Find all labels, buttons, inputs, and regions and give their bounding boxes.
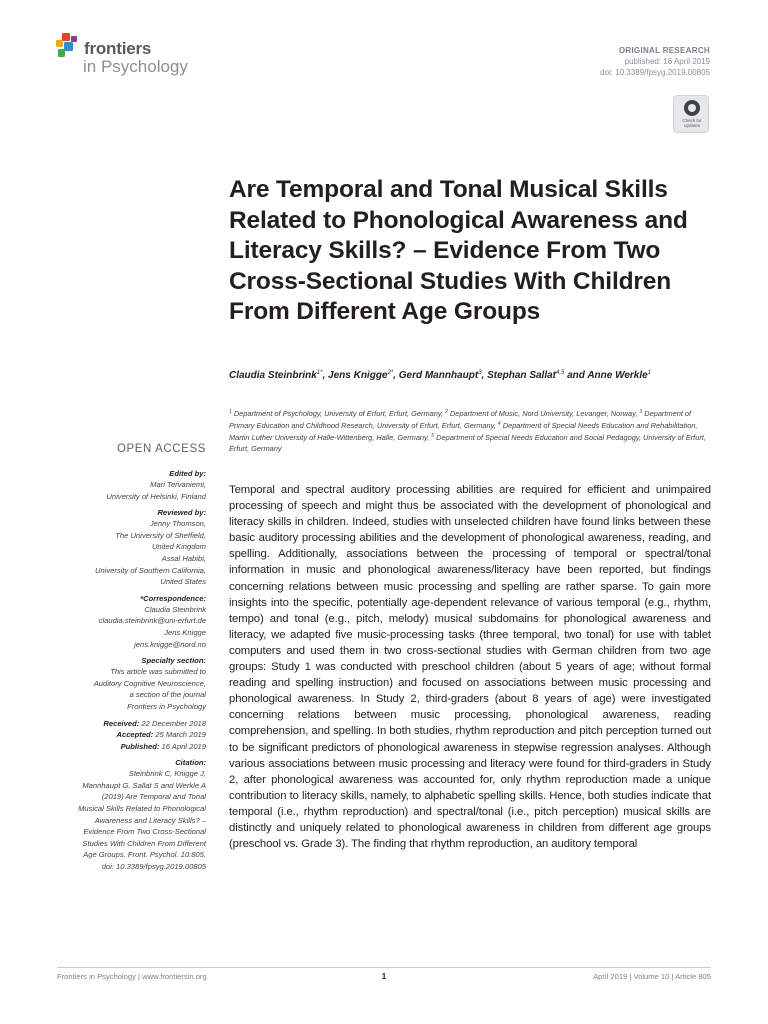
page-number: 1 (381, 972, 387, 981)
correspondence-line[interactable]: jens.knigge@nord.no (134, 639, 206, 649)
specialty-line: Frontiers in Psychology (127, 701, 206, 711)
specialty-heading: Specialty section: (141, 656, 206, 666)
published-date-sidebar: Published: 16 April 2019 (120, 741, 206, 751)
citation-line: Evidence From Two Cross-Sectional (83, 827, 206, 837)
correspondence-line: Claudia Steinbrink (144, 604, 206, 614)
editor-line: Mari Tervaniemi, (150, 480, 206, 489)
citation-line: Age Groups. Front. Psychol. 10:805. (83, 850, 206, 860)
affiliation-text: Department of Psychology, University of Erfurt, Erfurt, Germany, (231, 409, 446, 418)
reviewer-info (40, 518, 206, 588)
affiliation-marker: 4 (497, 420, 501, 427)
author-affiliation-marker: 4,5 (556, 370, 565, 376)
affiliation-text: Department of Primary Education and Childhood Research, University of Erfurt, Erfurt, Germany, (229, 409, 692, 430)
logo-square (64, 42, 73, 51)
editor-line: University of Helsinki, Finland (106, 491, 206, 501)
published-date: published: 16 April 2019 (624, 57, 710, 66)
correspondence-line[interactable]: claudia.steinbrink@uni-erfurt.de (98, 616, 206, 626)
author-name[interactable]: Jens Knigge (328, 370, 388, 381)
citation-line: Steinbrink C, Knigge J, (128, 769, 206, 779)
author-affiliation-marker: 1* (316, 370, 323, 376)
reviewer-line: United Kingdom (151, 542, 206, 552)
specialty-info (40, 666, 206, 712)
reviewer-line: University of Southern California, (94, 565, 206, 575)
author-affiliation-marker: 1 (647, 370, 652, 376)
correspondence-heading: *Correspondence: (140, 593, 206, 603)
citation-text (40, 768, 206, 872)
article-type: ORIGINAL RESEARCH (618, 46, 710, 55)
specialty-line: This article was submitted to (110, 667, 206, 677)
affiliation-text: Department of Special Needs Education and Social Pedagogy, University of Erfurt, Erfurt, Germany (229, 432, 706, 454)
journal-logo[interactable] (56, 33, 216, 81)
correspondence-line: Jens Knigge (164, 627, 206, 637)
author-list: Claudia Steinbrink$^{1*}$, Jens Knigge$^{2*}$, Gerd Mannhaupt$^3$, Stephan Sallat$^{4,5}$ and Anne Werkle$^1$ (229, 370, 652, 381)
affiliation-marker: 3 (639, 409, 643, 415)
author-name[interactable]: Anne Werkle (587, 370, 648, 381)
author-name[interactable]: Stephan Sallat (487, 370, 556, 381)
author-affiliation-marker: 2* (387, 370, 394, 376)
affiliation-marker: 2 (445, 409, 448, 415)
reviewer-line: United States (160, 577, 206, 587)
reviewed-by-heading: Reviewed by: (157, 508, 206, 518)
check-updates-icon (684, 100, 700, 116)
open-access-label: OPEN ACCESS (116, 443, 206, 455)
affiliation-marker: 5 (431, 432, 435, 439)
logo-square (62, 33, 70, 41)
logo-square (58, 49, 65, 57)
footer-divider (57, 967, 711, 968)
citation-line: (2019) Are Temporal and Tonal (101, 792, 206, 802)
citation-line: doi: 10.3389/fpsyg.2019.00805 (101, 862, 206, 872)
editor-info (40, 479, 206, 502)
citation-line: Musical Skills Related to Phonological (78, 804, 206, 814)
citation-line: Studies With Children From Different (82, 838, 206, 848)
specialty-line: Auditory Cognitive Neuroscience, (93, 678, 206, 688)
logo-square (56, 40, 63, 47)
article-info-sidebar (40, 468, 206, 873)
frontiers-logo-icon (56, 33, 80, 59)
footer-journal-link[interactable]: Frontiers in Psychology | www.frontiersin.org (57, 972, 207, 981)
correspondence-info (40, 604, 206, 650)
affiliation-text: Department of Special Needs Education and Rehabilitation, Martin Luther University of Halle-Wittenberg, Halle, Germany, (229, 420, 698, 442)
check-for-updates-button[interactable] (673, 95, 709, 133)
abstract-text: Temporal and spectral auditory processing abilities are required for efficient and unimpaired processing of speech and might thus be associated with the development of phonological and literacy skills in children. Indeed, studies with unselected children have found links between these basic auditory processing abilities and the development of phonological awareness, reading, and spelling. Additionally, associations between the processing of temporal or spectral/tonal information in music and phonological awareness/literacy have been reported, but findings concerning relations between music processing and spelling are rather sparse. To gain more insights into the specific, potentially age-dependent relevance of various temporal (e.g., rhythm, tempo) and tonal (e.g., pitch, melody) musical subdomains for phonological awareness and literacy, we adapted five music-processing tasks (three temporal, two tonal) for use with tablet computers and used them in two cross-sectional studies with German children from two age groups: Study 1 was conducted with preschool children (about 5 years of age; without formal reading and spelling instruction) and focused on associations between music processing and phonological awareness. In Study 2, third-graders (about 8 years of age) were investigated concerning relations between music processing, phonological awareness, reading comprehension, and spelling. In both studies, rhythm reproduction and pitch perception turned out to be significant predictors of phonological awareness in stepwise regression analyses. Although various associations between music processing and literacy were found for third-graders in Study 2, after phonological awareness was accounted for, only rhythm reproduction made a unique contribution to literacy skills, namely, to alphabetic spelling skills. Hence, both studies indicate that temporal (i.e., rhythm reproduction) and spectral/tonal (i.e., pitch perception) musical skills are distinctly and uniquely related to phonological awareness in children from different age groups (preschool vs. Grade 3). The finding that rhythm reproduction, an auditory temporal (229, 484, 711, 851)
specialty-line: a section of the journal (129, 690, 206, 700)
journal-brand: frontiers (84, 39, 152, 58)
doi-link[interactable]: doi: 10.3389/fpsyg.2019.00805 (600, 68, 710, 77)
reviewer-line: The University of Sheffield, (115, 530, 206, 540)
accepted-date: Accepted: 25 March 2019 (116, 730, 206, 740)
journal-name: in Psychology (83, 57, 188, 76)
article-meta (600, 45, 710, 78)
check-updates-label: Check for updates (682, 118, 702, 128)
affiliation-text: Department of Music, Nord University, Levanger, Norway, (447, 409, 640, 418)
citation-line: Awareness and Literacy Skills? – (94, 815, 206, 825)
reviewer-line: Jenny Thomson, (149, 519, 206, 529)
affiliations (229, 408, 711, 455)
logo-square (71, 36, 77, 42)
received-date: Received: 22 December 2018 (103, 718, 206, 728)
author-name[interactable]: Claudia Steinbrink (229, 370, 317, 381)
article-title: Are Temporal and Tonal Musical Skills Related to Phonological Awareness and Literacy Skills? – Evidence From Two Cross-Sectional Studies With Children From Different Age Groups (229, 176, 688, 325)
footer-issue-info: April 2019 | Volume 10 | Article 805 (593, 972, 711, 981)
citation-line: Mannhaupt G, Sallat S and Werkle A (82, 780, 206, 790)
author-name[interactable]: Gerd Mannhaupt (398, 370, 479, 381)
edited-by-heading: Edited by: (169, 469, 206, 478)
author-affiliation-marker: 3 (478, 370, 482, 376)
citation-heading: Citation: (175, 758, 206, 768)
reviewer-line: Assal Habibi, (161, 553, 206, 563)
affiliation-marker: 1 (229, 409, 232, 415)
